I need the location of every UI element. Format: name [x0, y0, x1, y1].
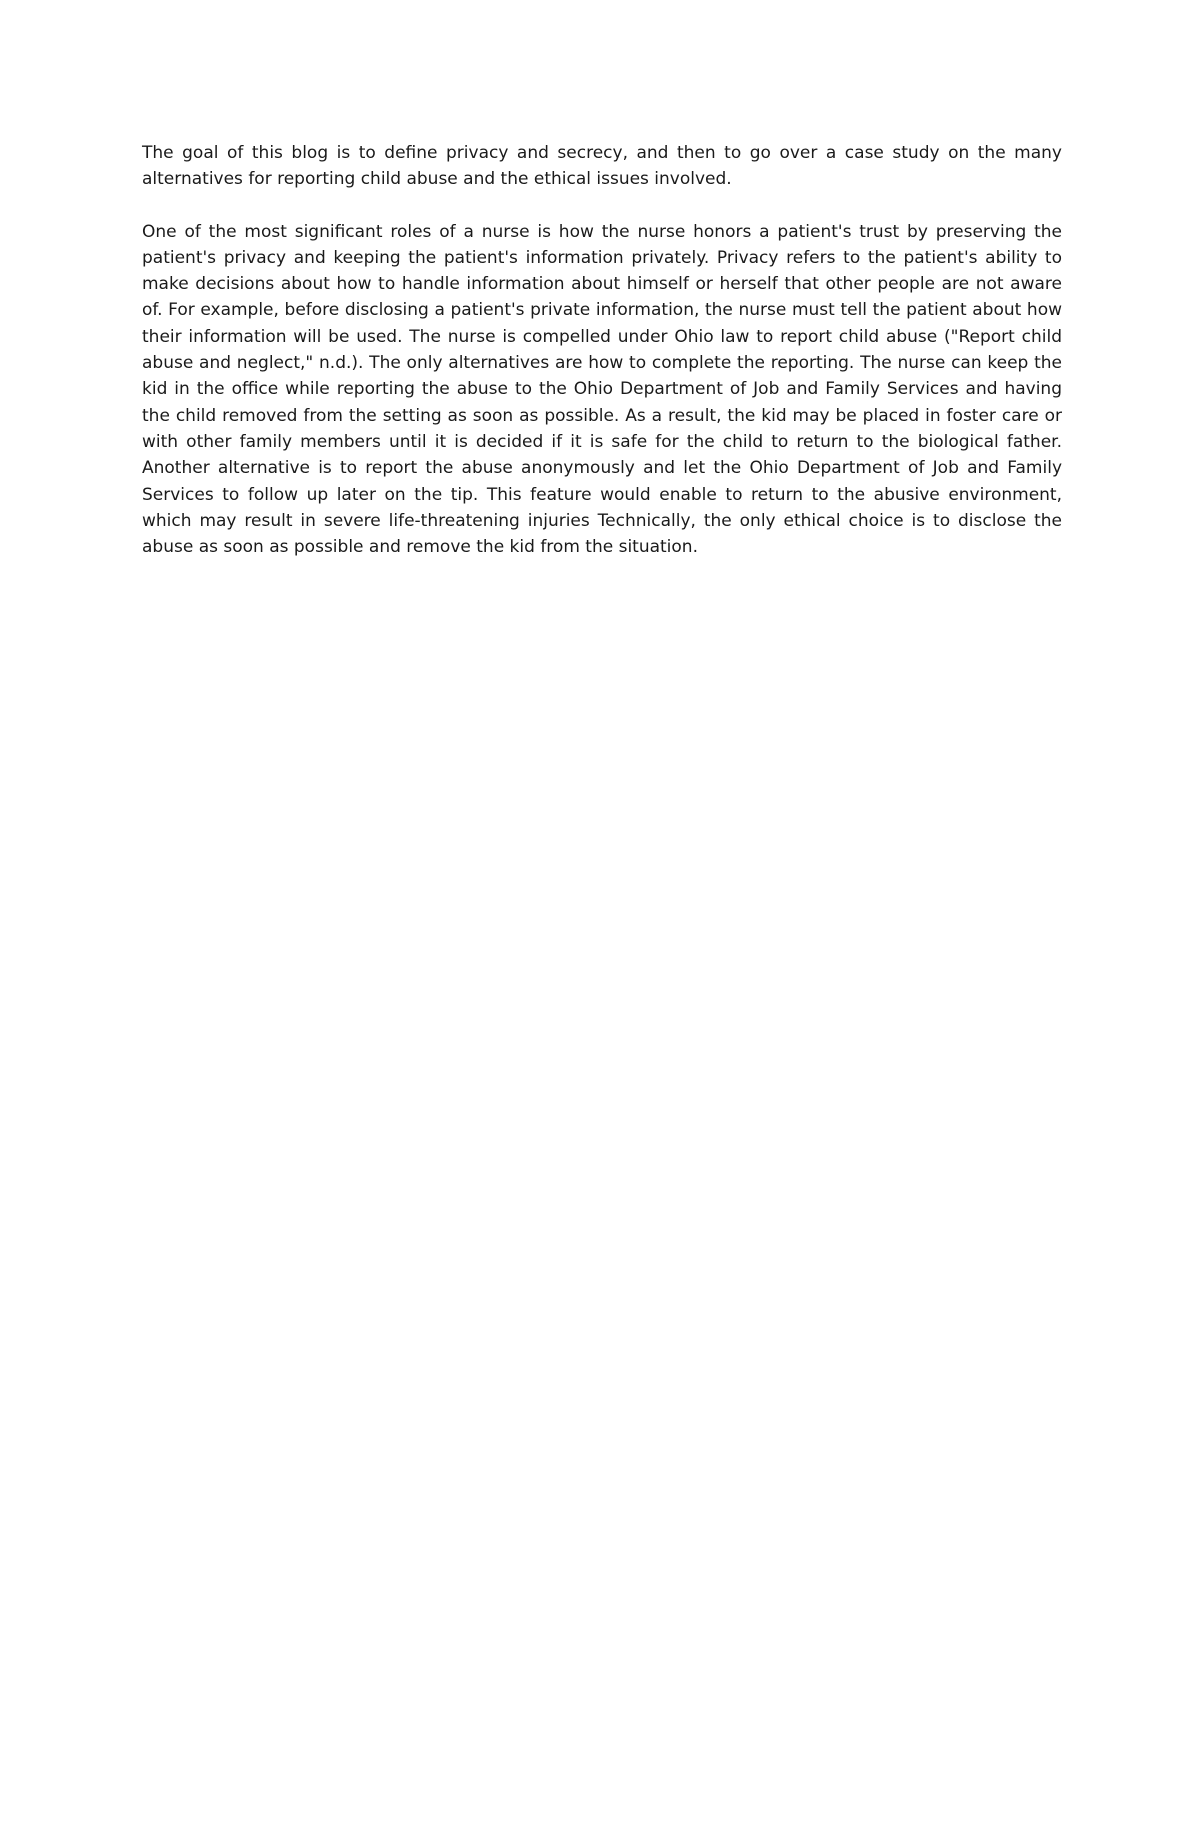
paragraph-intro: The goal of this blog is to define privacy and secrecy, and then to go over a case study on the many alternatives for reporting child abuse and the ethical issues involved. — [142, 143, 1062, 190]
document-body — [142, 140, 1062, 560]
paragraph-main: One of the most significant roles of a nurse is how the nurse honors a patient's trust by preserving the patient's privacy and keeping the patient's information privately. Privacy refers to the patient's ability to make decisions about how to handle information about himself or herself that other people are not aware of. For example, before disclosing a patient's private information, the nurse must tell the patient about how their information will be used. The nurse is compelled under Ohio law to report child abuse ("Report child abuse and neglect," n.d.). The only alternatives are how to complete the reporting. The nurse can keep the kid in the office while reporting the abuse to the Ohio Department of Job and Family Services and having the child removed from the setting as soon as possible. As a result, the kid may be placed in foster care or with other family members until it is decided if it is safe for the child to return to the biological father. Another alternative is to report the abuse anonymously and let the Ohio Department of Job and Family Services to follow up later on the tip. This feature would enable to return to the abusive environment, which may result in severe life-threatening injuries Technically, the only ethical choice is to disclose the abuse as soon as possible and remove the kid from the situation. — [142, 221, 1062, 558]
